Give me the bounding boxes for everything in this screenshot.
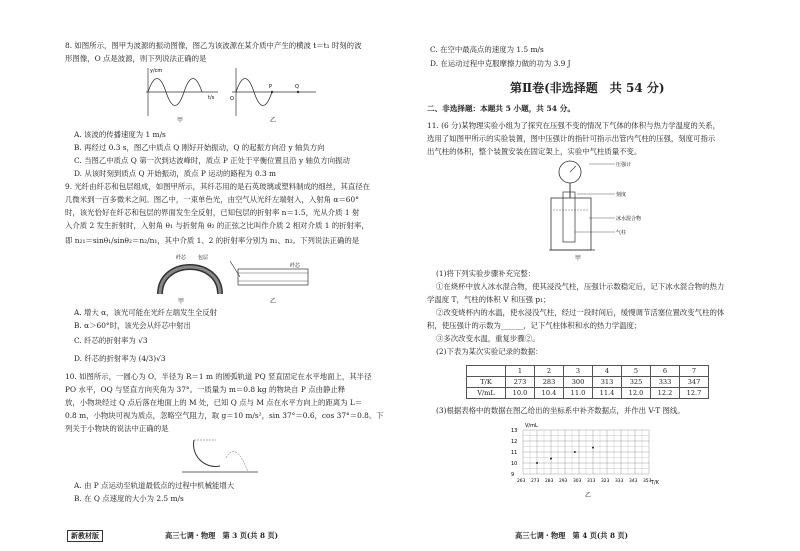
q11-step-7: (2)下表为某次实验记录的数据： [436, 347, 543, 356]
q10-option-d: D. 在运动过程中克服摩擦力做的功为 3.9 J [430, 59, 571, 68]
q8-fig2-q: Q [295, 84, 299, 90]
table-cell: 300 [564, 377, 593, 388]
table-row [467, 388, 709, 399]
graph-xtick: 343 [629, 479, 638, 484]
table-cell [467, 366, 506, 377]
table-cell: 12.7 [680, 388, 709, 399]
q11-line-1: 11. (6 分)某物理实验小组为了探究在压强不变的情况下气体的体积与热力学温度的关系， [427, 121, 720, 130]
table-cell: V/mL [467, 388, 506, 399]
q11-step-2: ①在烧杯中放入冰水混合物，使其浸没气柱，压强计示数稳定后，记下冰水混合物的热力 [436, 282, 725, 291]
q11-label-gauge: 压强计 [616, 162, 632, 168]
graph-xtick: 303 [573, 479, 582, 484]
graph-data-point [592, 447, 594, 449]
table-cell: 3 [564, 366, 593, 377]
q9-option-b: B. α＞60°时，该光会从纤芯中射出 [74, 321, 191, 330]
q11-data-table [466, 365, 709, 399]
graph-xtick: 263 [517, 479, 526, 484]
table-row [467, 377, 709, 388]
q10-option-b: B. 在 Q 点速度的大小为 2.5 m/s [74, 494, 184, 503]
section-heading: 二、非选择题：本题共 5 小题，共 54 分。 [427, 104, 575, 113]
q11-line-2: 选用了如图甲所示的实验装置，图中压强计的指针可指示出管内气柱的压强，刻度可指示 [427, 134, 716, 143]
q10-line-2: PO 水平，OQ 与竖直方向夹角为 37°。一质量为 m＝0.8 kg 的物块自 P 点由静止释 [65, 385, 346, 394]
q9-label-core: 纤芯 [176, 255, 187, 261]
q10-line-5: 列关于小物块的说法中正确的是 [65, 424, 169, 433]
table-cell: 1 [506, 366, 535, 377]
q8-option-a: A. 该波的传播速度为 1 m/s [74, 130, 166, 139]
table-cell: 11.0 [564, 388, 593, 399]
table-cell: 12.0 [622, 388, 651, 399]
graph-ylabel: V/mL [525, 423, 538, 429]
q9-fig2-caption: 乙 [270, 298, 277, 305]
graph-data-point [574, 451, 576, 453]
graph-xtick: 353 [643, 479, 652, 484]
table-cell: 11.4 [593, 388, 622, 399]
q10-line-3: 放，小物块经过 Q 点后落在地面上的 M 处，已知 Q 点与 M 点在水平方向上的距离为 L＝ [65, 398, 363, 407]
table-cell: 325 [622, 377, 651, 388]
part-two-title: 第Ⅱ卷(非选择题 共 54 分) [510, 81, 665, 95]
table-cell: 7 [680, 366, 709, 377]
q8-option-d: D. 从该时刻到质点 Q 开始振动，质点 P 运动的路程为 0.3 m [74, 169, 277, 178]
left-footer: 高三七调・物理 第 3 页(共 8 页) [165, 531, 279, 540]
q11-label-gas: 气柱 [616, 230, 627, 236]
q8-fig2-caption: 乙 [270, 117, 277, 124]
q11-step-6: ③多次改变水温，重复步骤②。 [436, 334, 540, 343]
q11-step-4: ②改变烧杯内的水温，使水浸没气柱，经过一段时间后，缓慢调节活塞位置改变气柱的体 [436, 308, 725, 317]
q9-line-1: 9. 光纤由纤芯和包层组成，如图甲所示，其纤芯用的是石英玻璃或塑料制成的细丝，其直径在 [65, 182, 371, 191]
table-cell: 12.2 [651, 388, 680, 399]
q11-step-3: 学温度 T，气柱的体积 V 和压强 p₁； [427, 295, 551, 304]
q8-fig1-caption: 甲 [177, 117, 184, 124]
q8-fig1-ylabel: y/cm [150, 68, 163, 74]
q11-label-icewater: 冰水混合物 [616, 216, 642, 222]
q11-graph-caption: 乙 [585, 492, 592, 499]
graph-xtick: 333 [615, 479, 624, 484]
right-footer: 高三七调・物理 第 4 页(共 8 页) [515, 531, 629, 540]
table-cell: 10.0 [506, 388, 535, 399]
q8-vibration-graph [140, 64, 220, 120]
q11-step-5: 积，使压强计的示数为______，记下气柱体积和水的热力学温度； [427, 321, 642, 330]
q9-line-3: 时，该光恰好在纤芯和包层的界面发生全反射，已知包层的折射率 n＝1.5，光从介质 1 射 [65, 208, 360, 217]
graph-data-point [536, 462, 538, 464]
q9-option-d: D. 纤芯的折射率为 (4/3)√3 [74, 354, 166, 363]
q9-line-5: 即 n₂₁＝sinθ₁/sinθ₂＝n₂/n₁，其中介质 1、2 的折射率分别为 n₁、n₂。下列说法正确的是 [65, 236, 360, 245]
graph-ytick: 9 [511, 472, 515, 478]
q10-line-1: 10. 如图所示，一圆心为 O、半径为 R＝1 m 的圆弧轨道 PQ 竖直固定在水平地面上，其半径 [65, 372, 372, 381]
table-cell: 273 [506, 377, 535, 388]
graph-xtick: 323 [601, 479, 610, 484]
q10-option-a: A. 由 P 点运动至轨道最低点的过程中机械能增大 [74, 481, 235, 490]
q11-step-1: (1)将下列实验步骤补充完整： [436, 269, 536, 278]
q9-fig1-caption: 甲 [178, 298, 185, 305]
q9-option-c: C. 纤芯的折射率为 √3 [74, 336, 148, 345]
q8-fig2-p: P [269, 84, 273, 90]
table-cell: 5 [622, 366, 651, 377]
q8-fig1-xlabel: t/s [208, 95, 215, 101]
q11-apparatus-figure [545, 158, 665, 256]
graph-ytick: 10 [511, 461, 518, 467]
graph-ytick: 11 [511, 450, 518, 456]
q11-fig-caption: 甲 [575, 255, 582, 262]
q11-vt-graph [505, 422, 665, 490]
edition-badge: 新教材版 [67, 530, 103, 542]
q8-option-b: B. 再经过 0.3 s，图乙中质点 Q 刚好开始振动，Q 的起振方向沿 y 轴负方向 [74, 143, 325, 152]
q11-part-3: (3)根据表格中的数据在图乙给出的坐标系中补齐数据点，并作出 V-T 图线。 [436, 406, 685, 415]
q9-line-4: 入介质 2 发生折射时，入射角 θ₁ 与折射角 θ₂ 的正弦之比叫作介质 2 相对介质 1 的折射率， [65, 221, 369, 230]
q9-label-core-2: 纤芯 [290, 263, 301, 269]
q11-line-3: 出气柱的体积，整个装置安装在固定架上，实验中气柱质量不变。 [427, 147, 642, 156]
graph-ytick: 13 [511, 428, 518, 434]
q8-option-c: C. 当图乙中质点 Q 第一次到达波峰时，质点 P 正处于平衡位置且沿 y 轴负方向振动 [74, 156, 350, 165]
q10-track-figure [180, 432, 260, 476]
graph-xtick: 273 [531, 479, 540, 484]
table-cell: 283 [535, 377, 564, 388]
q8-wave-graph [228, 64, 318, 120]
graph-ytick: 12 [511, 439, 518, 445]
q11-label-scale: 刻度 [616, 192, 627, 198]
table-cell: 2 [535, 366, 564, 377]
q9-option-a: A. 增大 α，该光可能在光纤左端发生全反射 [74, 308, 218, 317]
q8-stem-1: 8. 如图所示，图甲为波源的振动图像，图乙为该波源在某介质中产生的横波 t＝t₁ 时刻的波 [65, 41, 362, 50]
table-cell: 347 [680, 377, 709, 388]
table-cell: T/K [467, 377, 506, 388]
q10-line-4: 0.8 m，小物块可视为质点，忽略空气阻力，取 g＝10 m/s²，sin 37°＝0.6，cos 37°＝0.8。下 [65, 411, 384, 420]
table-cell: 333 [651, 377, 680, 388]
q8-stem-2: 形图像，O 点是波源，则下列说法正确的是 [65, 54, 207, 63]
right-page [400, 0, 800, 551]
q9-refraction-figure [230, 255, 320, 295]
q9-label-clad: 包层 [198, 255, 209, 261]
table-cell: 6 [651, 366, 680, 377]
table-cell: 313 [593, 377, 622, 388]
q9-line-2: 几微米到一百多微米之间。图乙中，一束单色光，由空气从光纤左端射入，入射角 α＝60° [65, 195, 359, 204]
graph-xtick: 313 [587, 479, 596, 484]
graph-xtick: 293 [559, 479, 568, 484]
table-cell: 10.4 [535, 388, 564, 399]
q10-option-c: C. 在空中最高点的速度为 1.5 m/s [430, 45, 544, 54]
graph-data-point [550, 458, 552, 460]
q8-fig2-o: O [230, 96, 234, 102]
q9-fiber-figure [150, 250, 230, 300]
graph-xlabel: T/K [651, 480, 660, 486]
graph-xtick: 283 [545, 479, 554, 484]
table-header-row [467, 366, 709, 377]
table-cell: 4 [593, 366, 622, 377]
